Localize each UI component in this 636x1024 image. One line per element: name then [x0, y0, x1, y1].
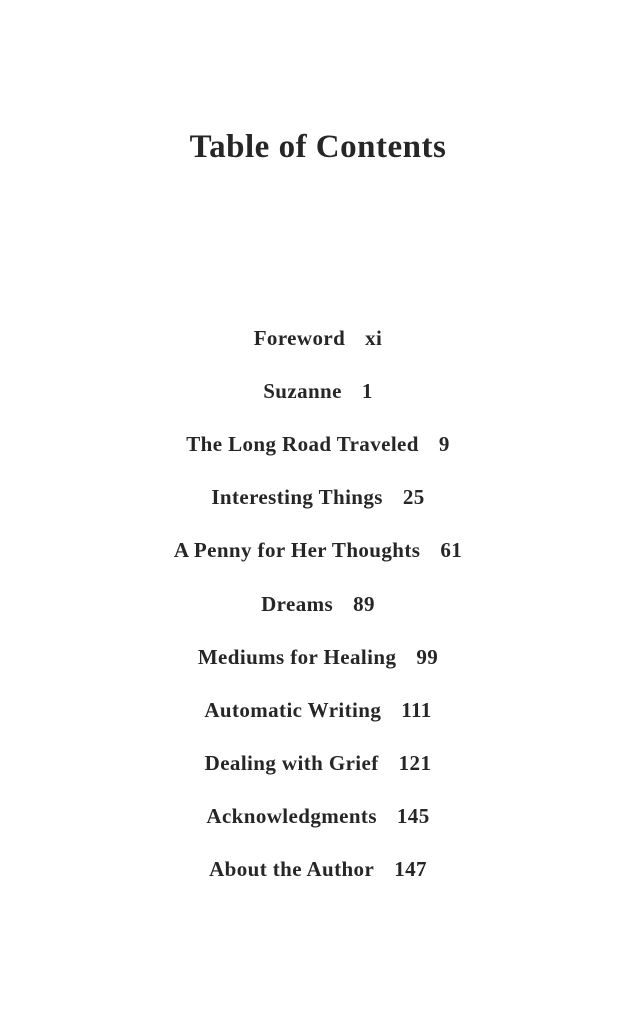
toc-entry [261, 592, 375, 617]
toc-entry-page-number: 1 [361, 378, 373, 403]
toc-entry [254, 326, 383, 351]
toc-entry [209, 857, 427, 882]
toc-entry-label: Dealing with Grief [204, 751, 379, 776]
toc-entry-label: Foreword [253, 325, 346, 350]
page-title: Table of Contents [189, 129, 447, 165]
toc-entry-page-number: 145 [396, 804, 430, 829]
toc-entry-label: Mediums for Healing [197, 644, 397, 669]
toc-entry [205, 751, 432, 776]
toc-entry-label: About the Author [209, 857, 375, 882]
toc-entry-label: The Long Road Traveled [186, 431, 419, 456]
toc-entry-label: Automatic Writing [204, 697, 382, 722]
toc-entry-page-number: 111 [401, 697, 432, 722]
toc-entry-label: A Penny for Her Thoughts [173, 538, 421, 563]
toc-entry-page-number: 61 [440, 538, 463, 563]
toc-entry-label: Interesting Things [211, 485, 383, 510]
toc-entry-page-number: 89 [353, 591, 375, 616]
toc-entry-label: Suzanne [263, 378, 342, 403]
toc-entry-page-number: 25 [402, 485, 425, 510]
toc-entry-label: Acknowledgments [206, 804, 377, 829]
toc-entry-page-number: 121 [398, 751, 432, 776]
toc-entry [204, 698, 431, 723]
toc-entry-page-number: 99 [416, 644, 439, 669]
toc-entry [263, 379, 373, 404]
toc-entry [186, 432, 450, 457]
toc-entry [211, 485, 424, 510]
toc-list [0, 326, 636, 883]
toc-entry [198, 645, 438, 670]
toc-entry-page-number: 9 [438, 431, 450, 456]
toc-entry [206, 804, 429, 829]
toc-entry-label: Dreams [261, 591, 334, 616]
toc-entry [174, 538, 462, 563]
toc-entry-page-number: xi [365, 325, 383, 350]
toc-entry-page-number: 147 [394, 857, 427, 882]
